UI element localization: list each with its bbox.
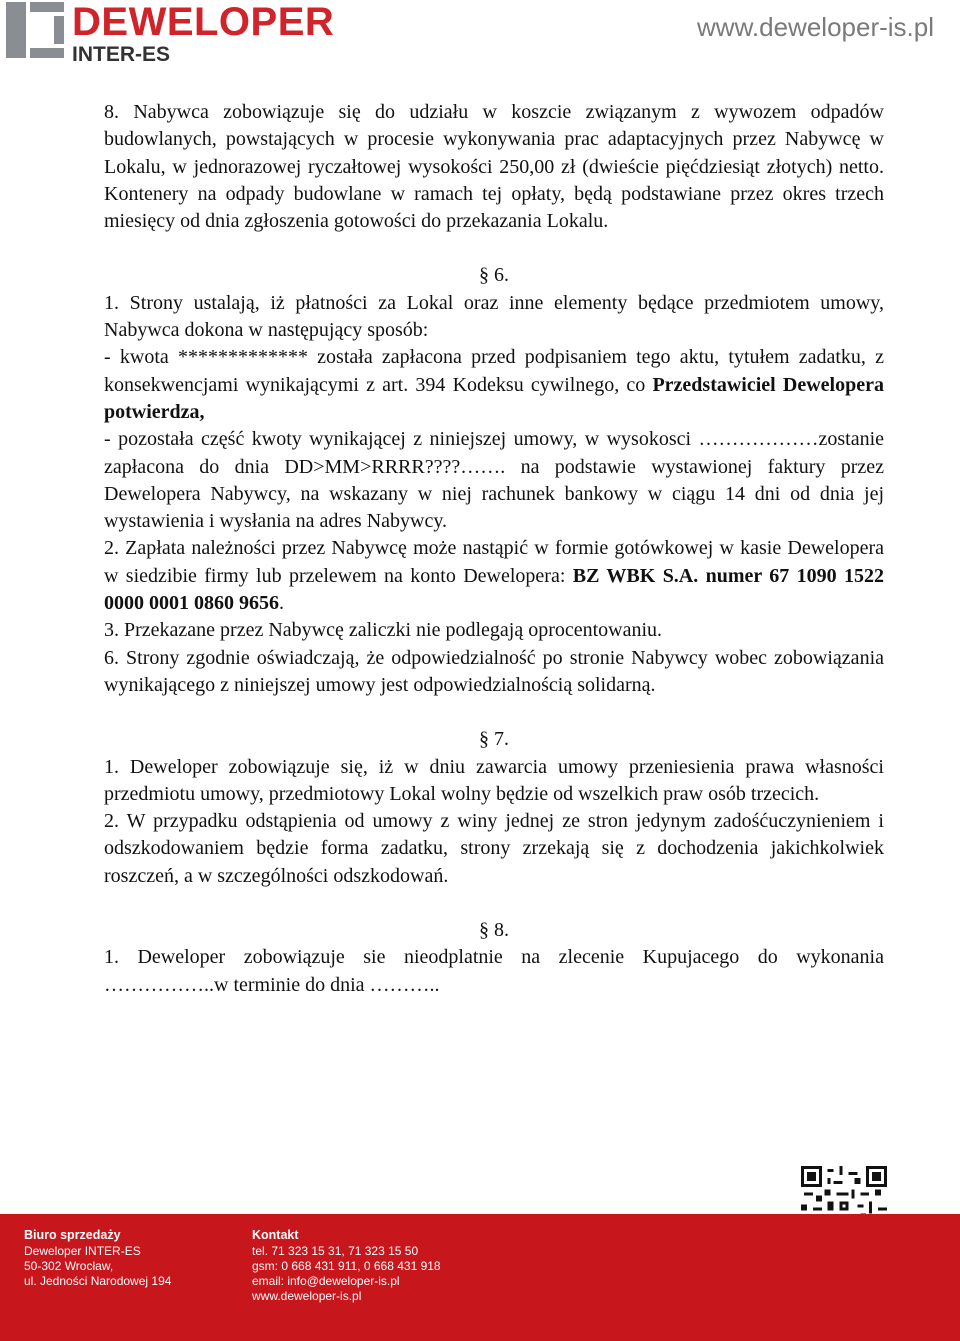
paragraph-7-1: 1. Deweloper zobowiązuje się, iż w dniu zawarcia umowy przeniesienia prawa własności przedmiotu umowy, przedmiotowy Lokal wolny będzie od wszelkich praw osób trzecich. bbox=[104, 755, 884, 805]
sales-office-line: 50-302 Wrocław, bbox=[24, 1259, 114, 1273]
paragraph-8-1: 1. Deweloper zobowiązuje sie nieodplatnie na zlecenie Kupujacego do wykonania ……………..w terminie do dnia ……….. bbox=[104, 946, 884, 996]
logo-subtitle: INTER-ES bbox=[72, 43, 171, 66]
paragraph-6-1: 1. Strony ustalają, iż płatności za Lokal oraz inne elementy będące przedmiotem umowy, Nabywca dokona w następujący sposób: bbox=[104, 291, 884, 342]
contact-phone: tel. 71 323 15 31, 71 323 15 50 bbox=[252, 1244, 419, 1258]
logo-mark-icon bbox=[6, 2, 64, 58]
document-body bbox=[104, 99, 884, 999]
page-footer bbox=[0, 1214, 960, 1341]
paragraph-6-6: 6. Strony zgodnie oświadczają, że odpowiedzialność po stronie Nabywcy wobec zobowiązania wynikającego z niniejszej umowy jest odpowiedzialnością solidarną. bbox=[104, 646, 884, 696]
sales-office-heading: Biuro sprzedaży bbox=[24, 1228, 121, 1242]
contact-heading: Kontakt bbox=[252, 1228, 299, 1242]
representative-confirms: Przedstawiciel Dewelopera potwierdza, bbox=[104, 373, 884, 423]
section-8-heading: § 8. bbox=[479, 919, 509, 942]
paragraph-8: 8. Nabywca zobowiązuje się do udziału w koszcie związanym z wywozem odpadów budowlanych, powstających w procesie wykonywania prac adaptacyjnych przez Nabywcę w Lokalu, w jednorazowej ryczałtowej wysokości 250,00 zł (dwieście pięćdziesiąt złotych) netto. Kontenery na odpady budowlane w ramach tej opłaty, będą podstawiane przez okres trzech miesięcy od dnia zgłoszenia gotowości do przekazania Lokalu. bbox=[104, 101, 884, 233]
contact-block bbox=[252, 1228, 441, 1304]
section-7-heading: § 7. bbox=[479, 728, 509, 751]
sales-office-line: ul. Jedności Narodowej 194 bbox=[24, 1274, 172, 1288]
contact-email: email: info@deweloper-is.pl bbox=[252, 1274, 400, 1288]
sales-office-line: Deweloper INTER-ES bbox=[24, 1244, 141, 1258]
paragraph-6-1-deposit: - kwota ************* została zapłacona przed podpisaniem tego aktu, tytułem zadatku, z konsekwencjami wynikającymi z art. 394 Kodeksu cywilnego, co Przedstawiciel Dewelopera potwierdza, bbox=[104, 346, 884, 423]
paragraph-6-2: 2. Zapłata należności przez Nabywcę może nastąpić w formie gotówkowej w kasie Dewelopera w siedzibie firmy lub przelewem na konto Dewelopera: BZ WBK S.A. numer 67 1090 1522 0000 0001 0860 9656. bbox=[104, 537, 884, 615]
paragraph-6-1-remaining: - pozostała część kwoty wynikającej z niniejszej umowy, w wysokosci ………………zostanie zapłacona do dnia DD>MM>RRRR????……. na podstawie wystawionej faktury przez Dewelopera Nabywcy, na wskazany w niej rachunek bankowy w ciągu 14 dni od dnia jej wystawienia i wysłania na adres Nabywcy. bbox=[104, 428, 884, 533]
sales-office-block bbox=[24, 1228, 171, 1289]
page-header bbox=[0, 0, 960, 70]
paragraph-6-3: 3. Przekazane przez Nabywcę zaliczki nie podlegają oprocentowaniu. bbox=[104, 619, 663, 642]
contact-gsm: gsm: 0 668 431 911, 0 668 431 918 bbox=[252, 1259, 441, 1273]
bank-account: BZ WBK S.A. numer 67 1090 1522 0000 0001 0860 9656 bbox=[104, 564, 884, 615]
logo-title: DEWELOPER bbox=[72, 0, 335, 44]
contact-website: www.deweloper-is.pl bbox=[252, 1289, 362, 1303]
section-6-heading: § 6. bbox=[479, 264, 509, 287]
paragraph-7-2: 2. W przypadku odstąpienia od umowy z winy jednej ze stron jedynym zadośćuczynieniem i odszkodowaniem będzie forma zadatku, strony zrzekają się z dochodzenia jakichkolwiek roszczeń, a w szczególności odszkodowań. bbox=[104, 810, 884, 887]
header-website: www.deweloper-is.pl bbox=[697, 12, 934, 42]
company-logo bbox=[6, 2, 334, 65]
